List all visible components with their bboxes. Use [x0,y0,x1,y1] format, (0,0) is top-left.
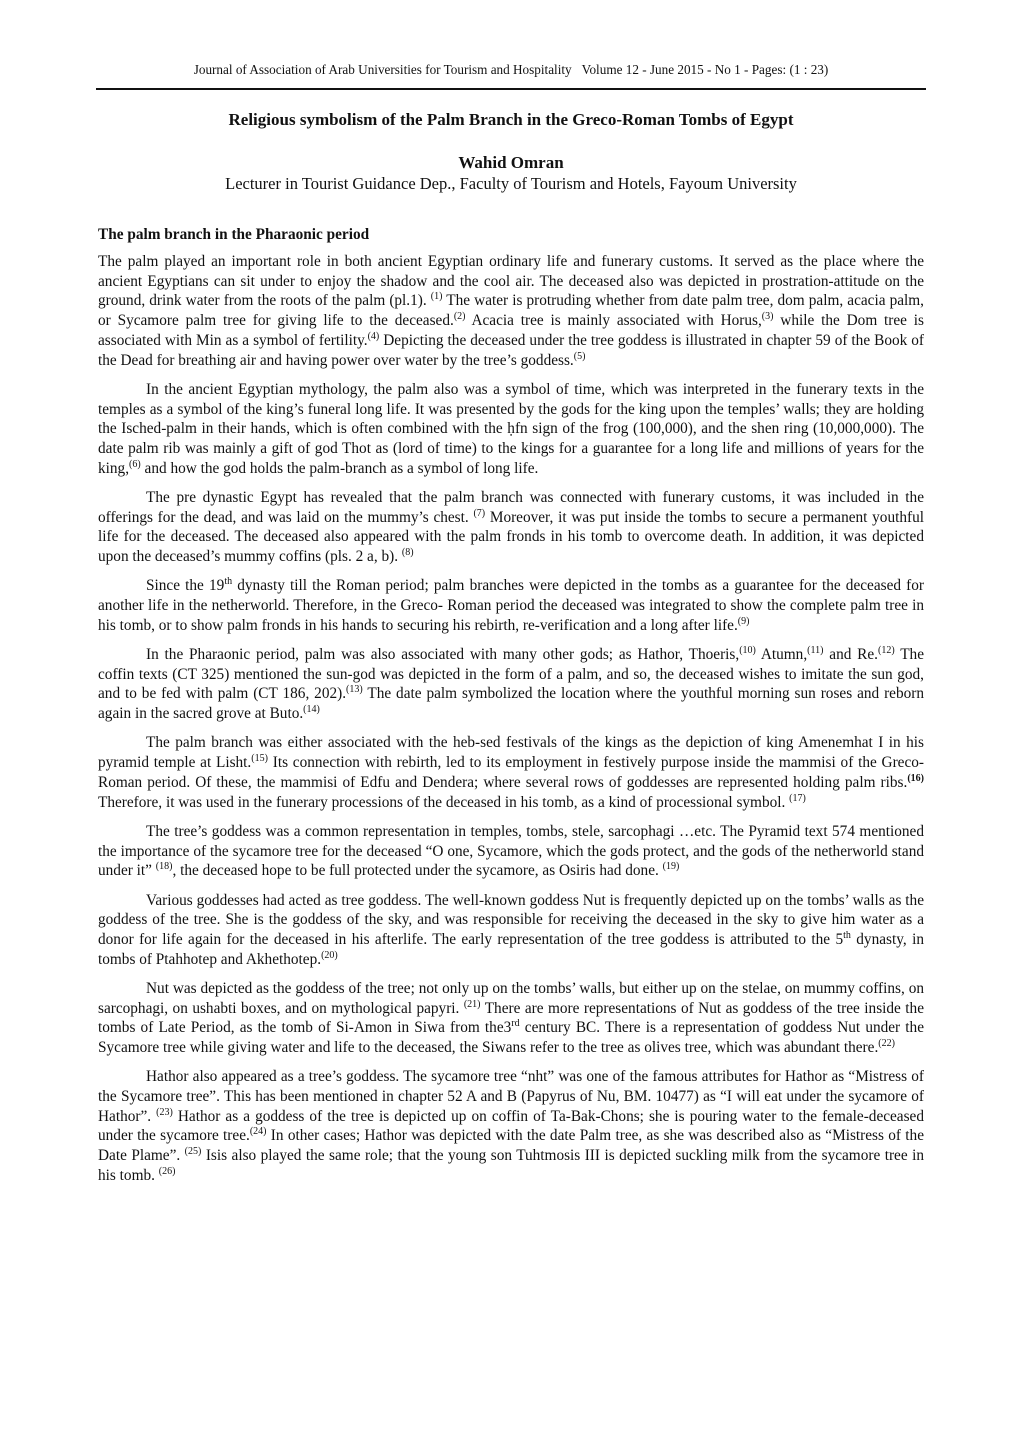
body-text [98,252,924,1195]
paragraph-text: Various goddesses had acted as tree goddess. The well-known goddess Nut is frequently depicted up on the tombs’ walls as the goddess of the tree. She is the goddess of the sky, and was responsible for receiving the deceased in the sky to give him water as a donor for life again for the deceased in his afterlife. The early representation of the tree goddess is attributed to the 5 [98,891,924,948]
footnote-marker: th [224,576,233,588]
footnote-marker: (26) [158,1165,176,1177]
paragraph-text: There are more representations of Nut as goddess of the tree inside the tombs of Late Period, as the tomb of Si-Amon in Siwa from the3 [98,999,924,1037]
paragraph-text: Hathor also appeared as a tree’s goddess. The sycamore tree “nht” was one of the famous attributes for Hathor as “Mistress of the Sycamore tree”. This has been mentioned in chapter 52 A and B (Papyrus of Nu, BM. 10477) as “I will eat under the sycamore of Hathor”. [98,1068,924,1125]
paragraph-text: The pre dynastic Egypt has revealed that the palm branch was connected with funerary customs, it was included in the offerings for the dead, and was laid on the mummy’s chest. [98,488,924,526]
footnote-marker: (25) [184,1146,202,1158]
footnote-marker: (16) [907,772,924,784]
paragraph-text: The palm played an important role in both ancient Egyptian ordinary life and funerary customs. It served as the place where the ancient Egyptians can sit under to enjoy the shadow and the cool air. The deceased also was depicted in prostration-attitude on the ground, drink water from the roots of the palm (pl.1). [98,253,924,310]
paragraph-text: and how the god holds the palm-branch as a symbol of long life. [140,459,539,477]
footnote-marker: rd [511,1018,520,1030]
paragraph [98,576,924,635]
paragraph-text: Acacia tree is mainly associated with Horus, [465,312,762,330]
footnote-marker: (4) [367,330,380,342]
paragraph [98,380,924,479]
author-affiliation: Lecturer in Tourist Guidance Dep., Faculty of Tourism and Hotels, Fayoum University [225,174,797,193]
paragraph-text: The coffin texts (CT 325) mentioned the sun-god was depicted in the form of a palm, and so, the deceased wishes to imitate the sun god, and to be fed with palm (CT 186, 202). [98,646,924,703]
article-title: Religious symbolism of the Palm Branch in the Greco-Roman Tombs of Egypt [228,110,794,129]
paragraph-text: Moreover, it was put inside the tombs to secure a permanent youthful life for the deceased. The deceased also appeared with the palm fronds in his tomb to overcome death. In addition, it was depicted upon the deceased’s mummy coffins (pls. 2 a, b). [98,508,924,566]
footnote-marker: (3) [761,311,774,323]
paragraph-text: Isis also played the same role; that the young son Tuhtmosis III is depicted suckling milk from the sycamore tree in his tomb. [98,1147,924,1184]
footnote-marker: (8) [401,547,414,559]
footnote-marker: (20) [321,949,338,961]
footnote-marker: (1) [430,291,443,303]
footnote-marker: th [843,929,851,941]
paragraph-text: Atumn, [755,646,808,664]
footnote-marker: (22) [878,1038,895,1050]
footnote-marker: (13) [346,684,363,696]
footnote-marker: (12) [878,645,895,657]
paragraph-text: dynasty till the Roman period; palm branches were depicted in the tombs as a guarantee for the deceased for another life in the netherworld. Therefore, in the Greco- Roman period the deceased was integrated to show the complete palm tree in his tomb, or to show palm fronds in his hands to securing his rebirth, re-verification and a long after life. [98,577,925,634]
footnote-marker: (10) [739,645,756,657]
paragraph-text: Depicting the deceased under the tree goddess is illustrated in chapter 59 of the Book of the Dead for breathing air and having power over water by the tree’s goddess. [98,331,924,369]
paragraph [98,1067,924,1185]
paragraph-text: The tree’s goddess was a common representation in temples, tombs, stele, sarcophagi …etc. The Pyramid text 574 mentioned the importance of the sycamore tree for the deceased “O one, Sycamore, which the gods protect, and the gods of the netherworld stand under it” [98,822,924,880]
paragraph [98,891,924,970]
author-name: Wahid Omran [458,153,564,172]
paragraph-text: Its connection with rebirth, led to its employment in festively purpose inside the mammisi of the Greco- Roman period. Of these, the mammisi of Edfu and Dendera; where several rows of goddesses are represented holding palm ribs. [98,754,925,791]
running-header [96,62,926,78]
journal-name: Journal of Association of Arab Universities for Tourism and Hospitality [193,62,572,77]
paragraph-text: Since the 19 [146,577,225,595]
paragraph [98,645,924,724]
paragraph-text: In the Pharaonic period, palm was also associated with many other gods; as Hathor, Thoeris, [146,646,740,664]
footnote-marker: (14) [303,704,320,716]
footnote-marker: (23) [156,1106,173,1118]
paragraph [98,822,924,881]
paragraph-text: century BC. There is a representation of goddess Nut under the Sycamore tree while giving water and life to the deceased, the Siwans refer to the tree as olives tree, which was abundant there. [98,1019,924,1057]
section-heading: The palm branch in the Pharaonic period [98,226,370,243]
paragraph-text: Nut was depicted as the goddess of the tree; not only up on the tombs’ walls, but either up on the stelae, on mummy coffins, on sarcophagi, on ushabti boxes, and on mythological papyri. [98,979,924,1017]
footnote-marker: (15) [251,753,268,765]
paragraph-text: In other cases; Hathor was depicted with the date Palm tree, as she was described also as “Mistress of the Date Plame”. [98,1127,924,1165]
paragraph-text: and Re. [823,646,878,664]
footnote-marker: (19) [662,861,680,873]
paragraph-text: In the ancient Egyptian mythology, the palm also was a symbol of time, which was interpreted in the funerary texts in the temples as a symbol of the king’s funeral long life. It was presented by the gods for the king upon the temples’ walls; they are holding the Isched-palm in their hands, which is often combined with the ḥfn sign of the frog (100,000), and the shen ring (10,000,000). The date palm rib was mainly a gift of god Thot as (lord of time) to the kings for a guarantee for a long life and millions of years for the king, [98,380,924,477]
footnote-marker: (2) [453,311,466,323]
header-rule [96,88,926,90]
issue-info: Volume 12 - June 2015 - No 1 - Pages: (1 : 23) [581,62,829,77]
footnote-marker: (11) [807,645,824,657]
footnote-marker: (5) [573,350,586,362]
paragraph [98,733,924,812]
paragraph [98,488,924,567]
footnote-marker: (7) [473,507,486,519]
paragraph-text: The water is protruding whether from date palm tree, dom palm, acacia palm, or Sycamore palm tree for giving life to the deceased. [98,292,924,330]
paragraph-text: The palm branch was either associated with the heb-sed festivals of the kings as the depiction of king Amenemhat I in his pyramid temple at Lisht. [98,734,924,772]
paragraph [98,252,924,370]
footnote-marker: (9) [737,615,750,627]
paragraph-text: dynasty, in tombs of Ptahhotep and Akhethotep. [98,930,924,968]
footnote-marker: (17) [789,792,806,804]
footnote-marker: (18) [155,861,173,873]
footnote-marker: (21) [463,998,481,1010]
paragraph-text: Hathor as a goddess of the tree is depicted up on coffin of Ta-Bak-Chons; she is pouring water to the female-deceased under the sycamore tree. [98,1107,924,1145]
footnote-marker: (6) [129,458,141,470]
paragraph-text: , the deceased hope to be full protected under the sycamore, as Osiris had done. [172,862,663,880]
paragraph-text: Therefore, it was used in the funerary processions of the deceased in his tomb, as a kind of processional symbol. [98,793,790,811]
paragraph-text: while the Dom tree is associated with Min as a symbol of fertility. [98,312,925,349]
footnote-marker: (24) [249,1126,267,1138]
paragraph-text: The date palm symbolized the location where the youthful morning sun roses and reborn again in the sacred grove at Buto. [98,685,924,723]
paragraph [98,979,924,1058]
